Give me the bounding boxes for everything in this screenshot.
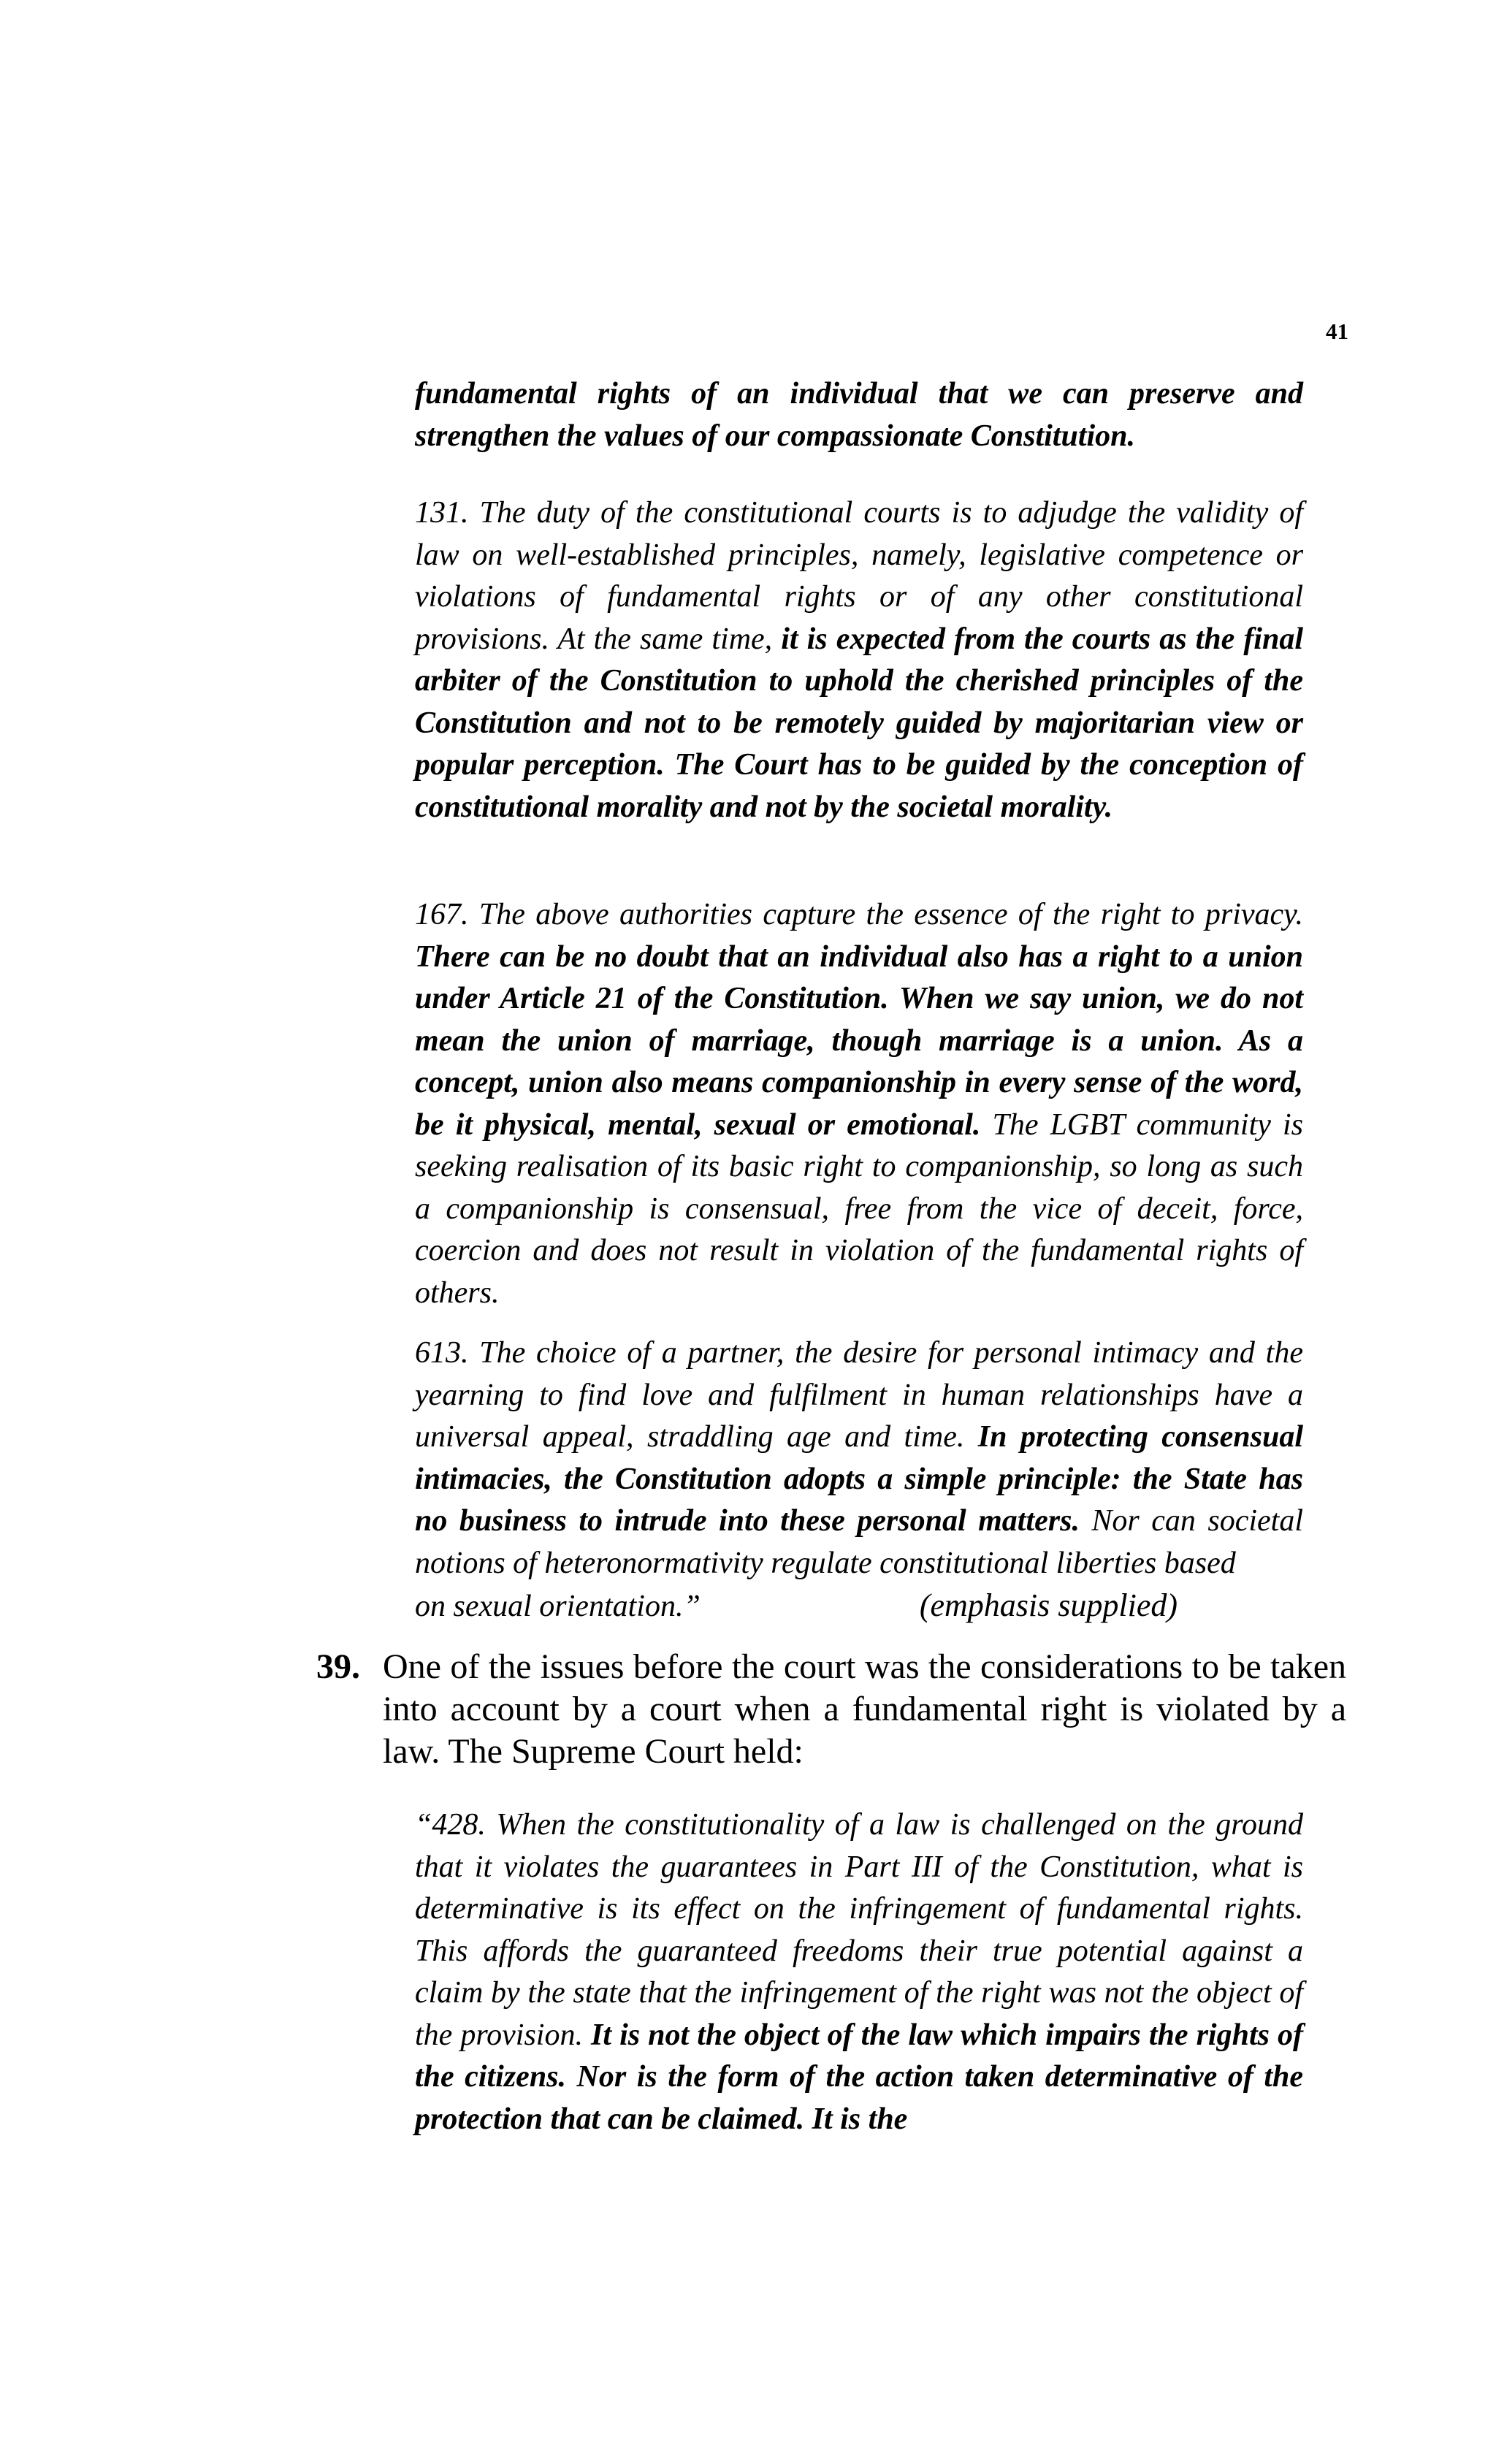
quote-613-bold: In protecting consensual intimacies, the Constitution adopts a simple principle: the State has no business to intrude into these personal matters.: [415, 1420, 1303, 1538]
quote-613-text: 613. The choice of a partner, the desire for personal intimacy and the yearning to find love and fulfilment in human relationships have a universal appeal, straddling age and time.: [415, 1336, 1303, 1454]
quote-428-bold: It is not the object of the law which impairs the rights of the citizens. Nor is the form of the action taken determinative of the protection that can be claimed. It is the: [415, 2018, 1303, 2136]
quote-paragraph-613: [415, 1332, 1303, 1628]
emphasis-supplied-note: (emphasis supplied): [919, 1587, 1178, 1623]
quote-continuation: [415, 373, 1303, 457]
quote-continuation-bold: fundamental rights of an individual that we can preserve and strengthen the values of our compassionate Constitution.: [415, 377, 1303, 453]
quote-paragraph-167: [415, 894, 1303, 1314]
quote-613-text-end: Nor can societal notions of heteronormativity regulate constitutional liberties based: [415, 1504, 1303, 1580]
quote-131-text: 131. The duty of the constitutional courts is to adjudge the validity of law on well-established principles, namely, legislative competence or violations of fundamental rights or of any other constitutional provisions. At the same time,: [415, 496, 1303, 656]
paragraph-39-number: 39.: [316, 1647, 360, 1686]
quote-paragraph-131: [415, 492, 1303, 828]
quote-613-closing: on sexual orientation.”: [415, 1590, 701, 1623]
paragraph-39-text: One of the issues before the court was the considerations to be taken into account by a court when a fundamental right is violated by a law. The Supreme Court held:: [383, 1647, 1346, 1771]
quote-paragraph-428: [415, 1804, 1303, 2140]
quote-167-text-end: The LGBT community is seeking realisation of its basic right to companionship, so long as such a companionship is consensual, free from the vice of deceit, force, coercion and does not result in violation of the fundamental rights of others.: [415, 1107, 1303, 1310]
page-number: 41: [1326, 319, 1348, 344]
quote-167-text: 167. The above authorities capture the essence of the right to privacy.: [415, 898, 1303, 931]
quote-131-bold: it is expected from the courts as the final arbiter of the Constitution to uphold the cherished principles of the Constitution and not to be remotely guided by majoritarian view or popular perception. The Court has to be guided by the conception of constitutional morality and not by the societal morality.: [415, 622, 1304, 824]
quote-613-last-line: [415, 1584, 1303, 1628]
paragraph-39: [316, 1646, 1346, 1773]
quote-167-bold: There can be no doubt that an individual also has a right to a union under Article 21 of the Constitution. When we say union, we do not mean the union of marriage, though marriage is a union. As a concept, union also means companionship in every sense of the word, be it physical, mental, sexual or emotional.: [415, 939, 1303, 1142]
quote-428-text: “428. When the constitutionality of a law is challenged on the ground that it violates the guarantees in Part III of the Constitution, what is determinative is its effect on the infringement of fundamental rights. This affords the guaranteed freedoms their true potential against a claim by the state that the infringement of the right was not the object of the provision.: [415, 1808, 1303, 2052]
